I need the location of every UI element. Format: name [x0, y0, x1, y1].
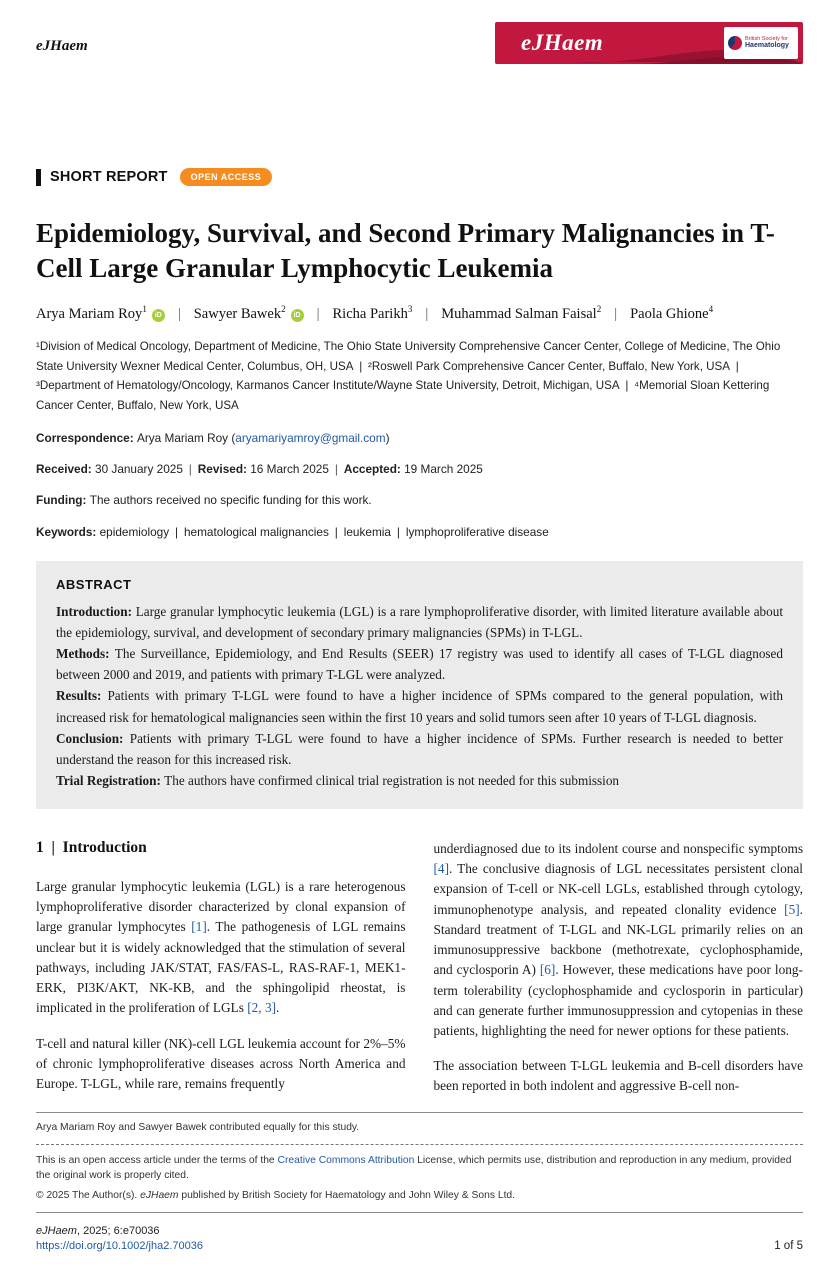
text-segment: The association between T-LGL leukemia and B-cell disorders have been reported in both indolent and aggressive B-cell non-: [433, 1058, 803, 1094]
text-segment: epidemiology | hematological malignancies | leukemia | lymphoproliferative disease: [99, 524, 549, 539]
text-segment: 30 January 2025: [95, 462, 183, 477]
text-segment: The authors received no specific funding for this work.: [89, 493, 372, 508]
article-type-bar: [36, 169, 41, 186]
text-segment: underdiagnosed due to its indolent course and nonspecific symptoms: [433, 841, 803, 857]
text-segment: Large granular lymphocytic leukemia (LGL) is a rare lymphoproliferative disorder, with limited literature available about the epidemiology, survival, and development of secondary primary malignancies (SPMs) in T-LGL.: [56, 603, 783, 641]
author-affiliation-sup: 3: [407, 304, 413, 315]
funding-line: [36, 491, 803, 509]
bsh-society-line1: British Society for: [745, 35, 788, 42]
text-segment: . Standard treatment of T-LGL and NK-LGL primarily relies on an immunosuppressive backbone (methotrexate, cyclophosphamide, and cyclosporin A): [433, 901, 803, 978]
text-segment: Received:: [36, 462, 96, 477]
author-name: Paola Ghione$^4$: [630, 304, 714, 323]
author-affiliation-sup: 2: [281, 304, 286, 315]
inline-link[interactable]: [6]: [539, 962, 556, 978]
section-heading-introduction: 1 | Introduction: [36, 839, 147, 857]
inline-link[interactable]: Creative Commons Attribution: [277, 1154, 415, 1166]
body-paragraph: [434, 839, 804, 1041]
bsh-roundel-icon: [728, 36, 742, 50]
author-affiliation-sup: 2: [596, 304, 602, 315]
article-main: [36, 64, 803, 1112]
author-name: Arya Mariam Roy$^1$iD: [36, 306, 165, 322]
text-segment: Funding:: [36, 493, 90, 508]
abstract-conclusion: [56, 728, 783, 770]
author-separator: |: [316, 306, 320, 323]
open-access-badge: OPEN ACCESS: [180, 168, 273, 186]
text-segment: The authors have confirmed clinical trial registration is not needed for this submission: [164, 772, 620, 788]
journal-banner: [495, 22, 803, 64]
text-segment: . The conclusive diagnosis of LGL necessitates persistent clonal expansion of T-cell or NK-cell LGLs, established through cytology, immunophenotype analysis, and repeated clonality evidence: [433, 861, 803, 917]
orcid-icon[interactable]: iD: [291, 309, 304, 322]
article-title: Epidemiology, Survival, and Second Primary Malignancies in T-Cell Large Granular Lymphocytic Leukemia: [36, 218, 775, 284]
abstract-results: [56, 685, 783, 727]
abstract-introduction: [56, 601, 783, 643]
dashed-divider: [36, 1144, 803, 1145]
abstract-methods: [56, 643, 783, 685]
bsh-society-line2: Haematology: [745, 42, 789, 50]
author-name: Sawyer Bawek$^2$iD: [194, 306, 304, 322]
author-name: Richa Parikh$^3$: [332, 304, 413, 323]
text-segment: Results:: [56, 688, 108, 704]
bsh-logo-card: [724, 27, 798, 59]
keywords-line: [36, 523, 803, 541]
affiliations: ¹Division of Medical Oncology, Department of Medicine, The Ohio State University Comprehensive Cancer Center, College of Medicine, The Ohio State University Wexner Medical Center, Columbus, OH, USA | ²Roswell Park Comprehensive Cancer Center, Buffalo, New York, USA | ³Department of Hematology/Oncology, Karmanos Cancer Institute/Wayne State University, Detroit, Michigan, USA | ⁴Memorial Sloan Kettering Cancer Center, Buffalo, New York, USA: [36, 340, 781, 413]
text-segment: Methods:: [56, 646, 115, 662]
text-segment: . However, these medications have poor long-term tolerability (cyclophosphamide and cyclosporin in particular) and can generate further immunosuppression and cytopenias in these patients, highlighting the need for newer options for these patients.: [433, 962, 803, 1038]
text-segment: Patients with primary T-LGL were found to have a higher incidence of SPMs. Further research is needed to better understand the reason for this increased risk.: [56, 730, 783, 767]
text-segment: Patients with primary T-LGL were found to have a higher incidence of SPMs compared to the general population, with increased risk for hematological malignancies seen within the first 10 years and solid tumors seen after 10 years of T-LGL diagnosis.: [56, 688, 783, 725]
text-segment: |: [182, 462, 198, 477]
article-type-label: SHORT REPORT: [50, 169, 168, 185]
text-segment: Large granular lymphocytic leukemia (LGL) is a rare heterogenous lymphoproliferative disorder characterized by clonal expansion of large granular lymphocytes: [36, 879, 406, 935]
correspondence-line: [36, 429, 803, 447]
left-column: [36, 839, 406, 1111]
journal-citation: [36, 1225, 203, 1237]
text-segment: eJHaem: [140, 1189, 179, 1201]
text-segment: Keywords:: [36, 524, 100, 539]
inline-link[interactable]: [4]: [433, 861, 450, 877]
text-segment: eJHaem: [36, 1225, 77, 1238]
body-paragraph: [434, 1056, 804, 1096]
text-segment: ): [385, 430, 390, 445]
text-segment: 16 March 2025: [250, 462, 329, 477]
author-separator: |: [177, 306, 181, 323]
author-separator: |: [614, 306, 618, 323]
inline-link[interactable]: [5]: [784, 901, 800, 917]
page-number: 1 of 5: [774, 1240, 803, 1253]
footnote-divider: [36, 1112, 803, 1113]
journal-masthead: eJHaem: [36, 38, 88, 54]
page-header: [36, 22, 803, 64]
abstract-box: [36, 561, 803, 809]
text-segment: published by British Society for Haematology and John Wiley & Sons Ltd.: [178, 1189, 516, 1201]
text-segment: , 2025; 6:e70036: [76, 1225, 160, 1238]
author-name: Muhammad Salman Faisal$^2$: [441, 304, 602, 323]
text-segment: This is an open access article under the terms of the: [36, 1154, 278, 1166]
text-segment: . The pathogenesis of LGL remains unclear but it is widely acknowledged that the stimulation of several pathways, including JAK/STAT, FAS/FAS-L, RAS-RAF-1, MEK1-ERK, PI3K/AKT, NK-KB, and the sphingolipid rheostat, is implicated in the proliferation of LGLs: [36, 919, 406, 1016]
text-segment: Introduction:: [56, 603, 136, 619]
dates-line: [36, 460, 803, 478]
author-separator: |: [425, 306, 429, 323]
text-segment: Revised:: [197, 462, 251, 477]
author-affiliation-sup: 1: [142, 304, 147, 315]
text-segment: The Surveillance, Epidemiology, and End Results (SEER) 17 registry was used to identify all cases of T-LGL diagnosed between 2000 and 2019, and patients with primary T-LGL were analyzed.: [56, 646, 784, 683]
orcid-icon[interactable]: iD: [152, 309, 165, 322]
text-segment: |: [328, 462, 344, 477]
abstract-heading: ABSTRACT: [56, 576, 132, 592]
equal-contribution-note: Arya Mariam Roy and Sawyer Bawek contributed equally for this study.: [36, 1121, 360, 1133]
text-segment: © 2025 The Author(s).: [36, 1189, 141, 1201]
text-segment: T-cell and natural killer (NK)-cell LGL leukemia account for 2%–5% of chronic lymphoproliferative diseases across North America and Europe. T-LGL, while rare, remains frequently: [36, 1035, 406, 1091]
text-segment: Accepted:: [343, 462, 405, 477]
inline-link[interactable]: [2, 3]: [247, 1000, 277, 1016]
bottom-divider: [36, 1212, 803, 1213]
article-body: [36, 839, 803, 1111]
footer-bottom-row: [36, 1225, 803, 1252]
copyright-statement: [36, 1188, 803, 1203]
ejhaem-banner-logo: eJHaem: [521, 30, 604, 55]
text-segment: .: [276, 1000, 280, 1016]
text-segment: Arya Mariam Roy (: [136, 430, 236, 445]
text-segment: Trial Registration:: [56, 772, 165, 788]
author-list: [36, 304, 803, 323]
right-column: [434, 839, 804, 1111]
text-segment: Conclusion:: [56, 730, 130, 746]
doi-link[interactable]: https://doi.org/10.1002/jha2.70036: [36, 1240, 203, 1253]
inline-link[interactable]: [1]: [191, 919, 207, 935]
body-paragraph: [36, 877, 406, 1018]
inline-link[interactable]: aryamariyamroy@gmail.com: [235, 430, 386, 445]
journal-citation-block: [36, 1225, 203, 1252]
text-segment: 19 March 2025: [404, 462, 483, 477]
text-segment: Correspondence:: [36, 430, 137, 445]
article-type-row: [36, 168, 803, 186]
author-affiliation-sup: 4: [708, 304, 714, 315]
license-statement: [36, 1153, 803, 1184]
abstract-trial-registration: [56, 770, 783, 791]
page-footer: [36, 1112, 803, 1253]
text-segment: License, which permits use, distribution and reproduction in any medium, provided the original work is properly cited.: [36, 1154, 792, 1182]
body-paragraph: [36, 1034, 406, 1095]
